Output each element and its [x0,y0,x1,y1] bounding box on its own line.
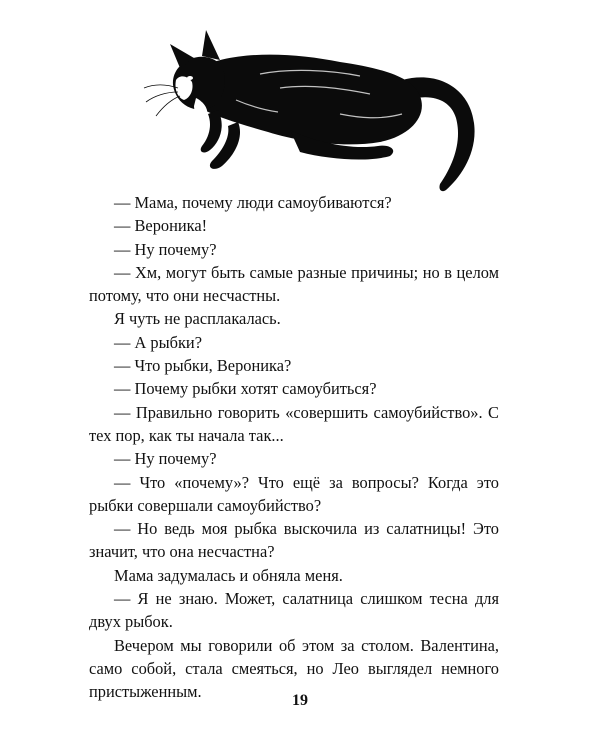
paragraph: — Ну почему? [114,449,217,469]
page-number: 19 [292,692,308,709]
paragraph: — Я не знаю. Может, салатница слишком тесна для двух рыбок. [89,589,499,632]
paragraph: — Правильно говорить «совершить самоубийство». С тех пор, как ты начала так... [89,402,499,445]
paragraph: Вечером мы говорили об этом за столом. Валентина, само собой, стала смеяться, но Лео выглядел немного пристыженным. [89,635,499,702]
cat-illustration [140,18,480,193]
paragraph: — Что рыбки, Вероника? [114,356,292,376]
paragraph: — Но ведь моя рыбка выскочила из салатницы! Это значит, что она несчастна? [89,519,499,562]
paragraph: — Мама, почему люди самоубиваются? [114,193,392,212]
story-text [89,191,499,704]
paragraph: Я чуть не расплакалась. [114,309,281,329]
paragraph: — Вероника! [114,216,208,236]
paragraph: — Хм, могут быть самые разные причины; но в целом потому, что они несчастны. [89,262,499,306]
paragraph: — Почему рыбки хотят самоубиться? [114,379,377,399]
paragraph: Мама задумалась и обняла меня. [114,565,343,585]
paragraph: — Ну почему? [114,239,217,259]
paragraph: — Что «почему»? Что ещё за вопросы? Когда это рыбки совершали самоубийство? [89,472,499,515]
paragraph: — А рыбки? [114,332,202,352]
